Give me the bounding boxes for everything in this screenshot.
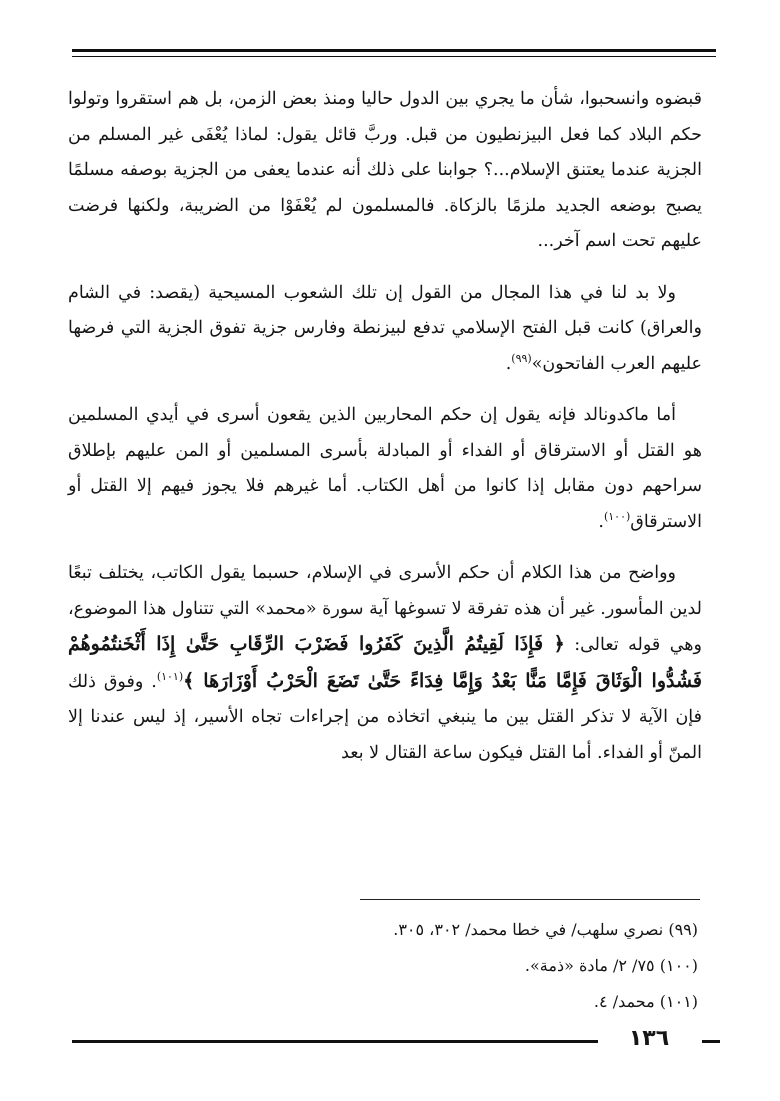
footnote-100: (١٠٠) ٧٥/ ٢/ مادة «ذمة». xyxy=(524,956,698,975)
paragraph-3-text: أما ماكدونالد فإنه يقول إن حكم المحاربين الذين يقعون أسرى في أيدي المسلمين هو القتل أو الاسترقاق أو الفداء أو المبادلة بأسرى المسلمين أو المن عليهم بإطلاق سراحهم دون مقابل إذا كانوا من أهل الكتاب. أما غيرهم فلا يجوز فيهم إلا القتل أو الاسترقاق xyxy=(68,405,702,532)
footnote-ref-100[interactable]: (١٠٠) xyxy=(603,509,631,523)
footnote-ref-99[interactable]: (٩٩) xyxy=(511,351,532,365)
footer-rule-left xyxy=(72,1040,598,1043)
paragraph-3: أما ماكدونالد فإنه يقول إن حكم المحاربين الذين يقعون أسرى في أيدي المسلمين هو القتل أو الاسترقاق أو الفداء أو المبادلة بأسرى المسلمين أو المن عليهم بإطلاق سراحهم دون مقابل إذا كانوا من أهل الكتاب. أما غيرهم فلا يجوز فيهم إلا القتل أو الاسترقاق$^{(١٠٠)}$. xyxy=(68,405,702,532)
paragraph-2-text: ولا بد لنا في هذا المجال من القول إن تلك الشعوب المسيحية (يقصد: في الشام والعراق) كانت قبل الفتح الإسلامي تدفع لبيزنطة وفارس جزية تفوق الجزية التي فرضها عليهم العرب الفاتحون» xyxy=(68,282,702,374)
main-text xyxy=(68,82,702,787)
paragraph-4: وواضح من هذا الكلام أن حكم الأسرى في الإسلام، حسبما يقول الكاتب، يختلف تبعًا لدين المأسور. غير أن هذه تفرقة لا تسوغها آية سورة «محمد» التي تتناول هذا الموضوع، وهي قوله تعالى: ﴿ فَإِذَا لَقِيتُمُ الَّذِينَ كَفَرُوا فَضَرْبَ الرِّقَابِ حَتَّىٰ إِذَا أَثْخَنتُمُوهُمْ فَشُدُّوا الْوَثَاقَ فَإِمَّا مَنًّا بَعْدُ وَإِمَّا فِدَاءً حَتَّىٰ تَضَعَ الْحَرْبُ أَوْزَارَهَا ﴾$^{(١٠١)}$. وفوق ذلك فإن الآية لا تذكر القتل بين ما ينبغي اتخاذه من إجراءات تجاه الأسير، إذ ليس عندنا إلا المنّ أو الفداء. أما القتل فيكون ساعة القتال لا بعد xyxy=(68,563,703,763)
footer-bar xyxy=(72,1028,720,1056)
footnote-99: (٩٩) نصري سلهب/ في خطا محمد/ ٣٠٢، ٣٠٥. xyxy=(393,920,698,939)
header-rule xyxy=(72,49,716,57)
page-number: ١٣٦ xyxy=(628,1026,670,1051)
paragraph-2: ولا بد لنا في هذا المجال من القول إن تلك الشعوب المسيحية (يقصد: في الشام والعراق) كانت قبل الفتح الإسلامي تدفع لبيزنطة وفارس جزية تفوق الجزية التي فرضها عليهم العرب الفاتحون»$^{(٩٩)}$. xyxy=(68,282,702,374)
footnotes xyxy=(80,912,698,1020)
paragraph-4-text: وواضح من هذا الكلام أن حكم الأسرى في الإسلام، حسبما يقول الكاتب، يختلف تبعًا لدين المأسور. غير أن هذه تفرقة لا تسوغها آية سورة «محمد» التي تتناول هذا الموضوع، وهي قوله تعالى: xyxy=(68,563,702,655)
footnote-101: (١٠١) محمد/ ٤. xyxy=(593,992,698,1011)
footnote-ref-101[interactable]: (١٠١) xyxy=(156,669,184,683)
quran-verse: ﴿ فَإِذَا لَقِيتُمُ الَّذِينَ كَفَرُوا فَضَرْبَ الرِّقَابِ حَتَّىٰ إِذَا أَثْخَنتُمُوهُمْ فَشُدُّوا الْوَثَاقَ فَإِمَّا مَنًّا بَعْدُ وَإِمَّا فِدَاءً حَتَّىٰ تَضَعَ الْحَرْبُ أَوْزَارَهَا ﴾ xyxy=(68,633,703,692)
footnote-rule xyxy=(360,899,700,900)
paragraph-1: قبضوه وانسحبوا، شأن ما يجري بين الدول حاليا ومنذ بعض الزمن، بل هم استقروا وتولوا حكم البلاد كما فعل البيزنطيون من قبل. وربَّ قائل يقول: لماذا يُعْفَى غير المسلم من الجزية عندما يعتنق الإسلام...؟ جوابنا على ذلك أنه عندما يعفى من الجزية بوصفه مسلمًا يصبح بوضعه الجديد ملزمًا بالزكاة. فالمسلمون لم يُعْفَوْا من الضريبة، ولكنها فرضت عليهم تحت اسم آخر... xyxy=(68,89,702,251)
footer-rule-right xyxy=(702,1040,720,1043)
paragraph-5-text: وفوق ذلك فإن الآية لا تذكر القتل بين ما ينبغي اتخاذه من إجراءات تجاه الأسير، إذ ليس عندنا إلا المنّ أو الفداء. أما القتل فيكون ساعة القتال لا بعد xyxy=(68,671,702,763)
